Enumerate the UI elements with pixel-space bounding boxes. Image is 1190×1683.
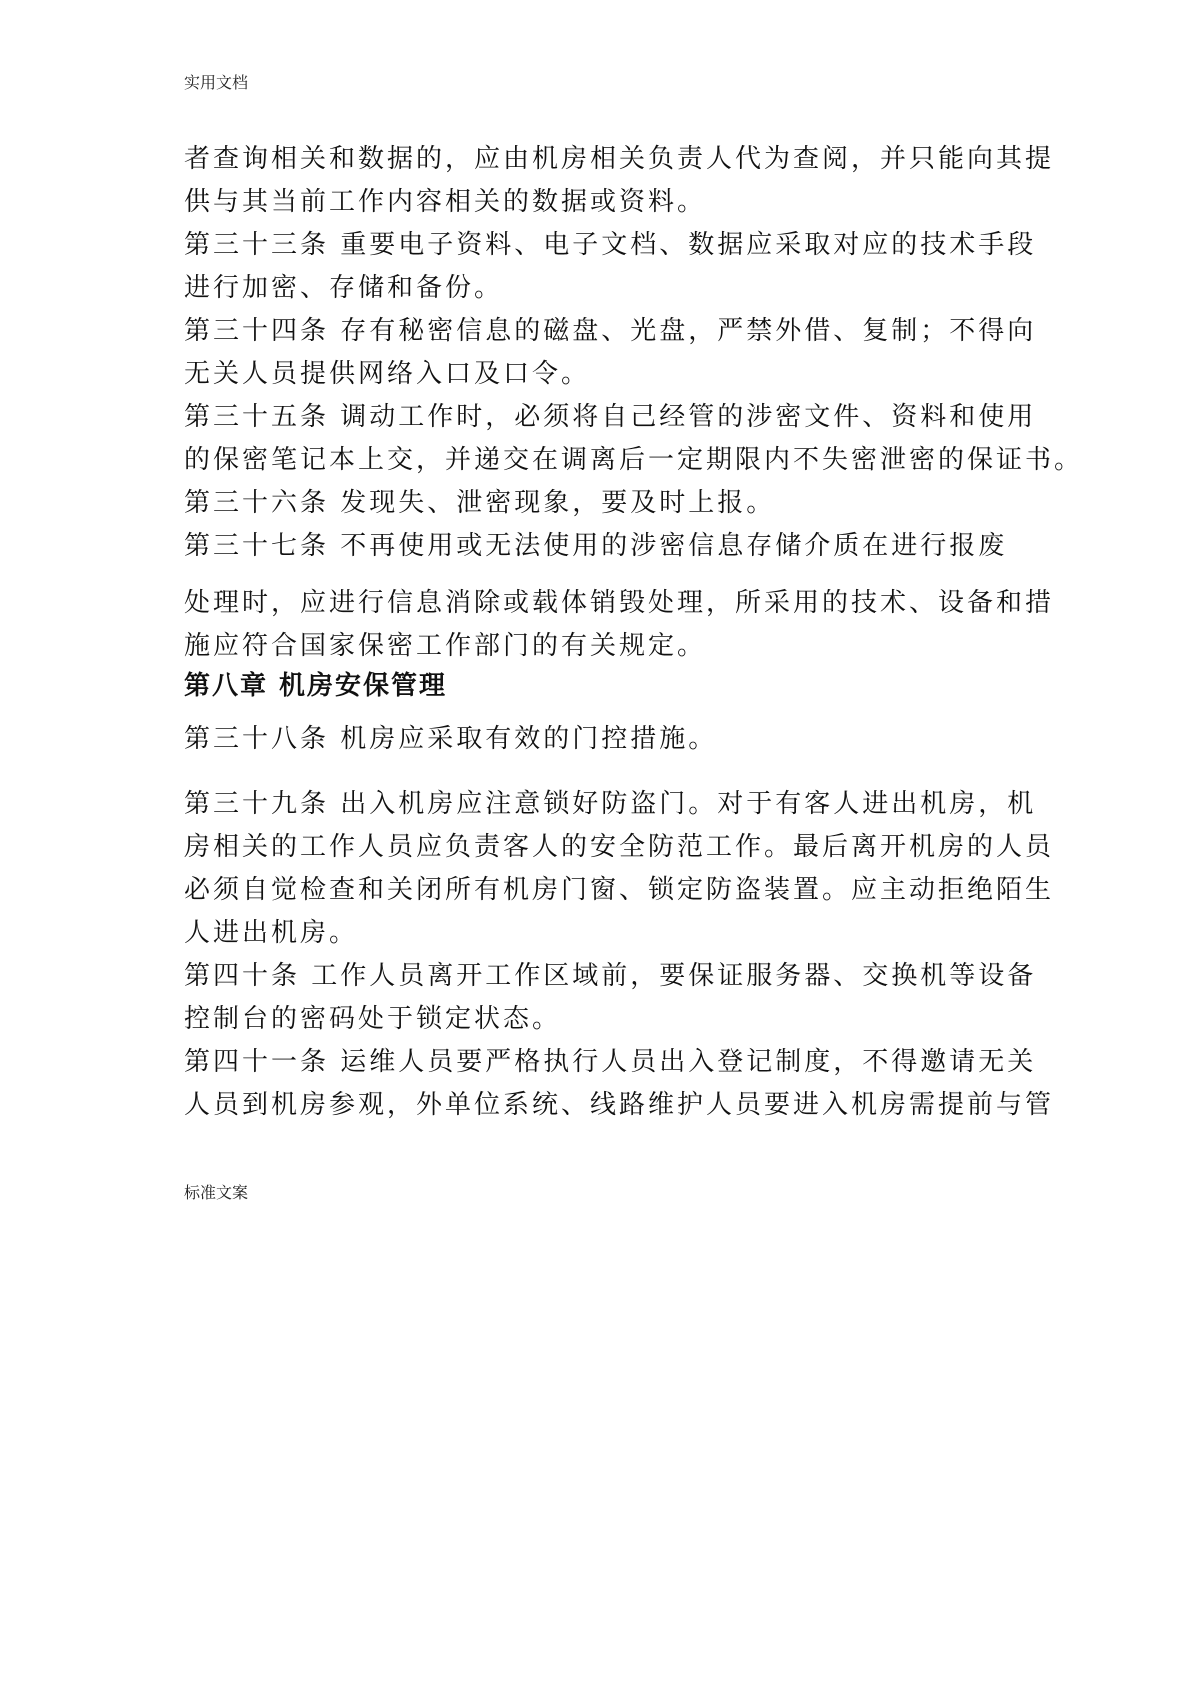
article-39: [184, 783, 1055, 955]
text-line: 者查询相关和数据的，应由机房相关负责人代为查阅，并只能向其提: [184, 144, 1055, 174]
text-line: 进行加密、存储和备份。: [184, 273, 504, 303]
article-37-continued: [184, 582, 1055, 668]
text-line: 第三十五条 调动工作时，必须将自己经管的涉密文件、资料和使用: [184, 402, 1037, 432]
text-line: 第三十六条 发现失、泄密现象，要及时上报。: [184, 488, 776, 518]
text-line: 人员到机房参观，外单位系统、线路维护人员要进入机房需提前与管: [184, 1090, 1055, 1120]
article-40: [184, 955, 1037, 1041]
document-body: [184, 138, 1084, 1127]
text-line: 第三十三条 重要电子资料、电子文档、数据应采取对应的技术手段: [184, 230, 1037, 260]
article-36: [184, 482, 1024, 525]
text-line: 第三十九条 出入机房应注意锁好防盗门。对于有客人进出机房，机: [184, 789, 1037, 819]
article-34: [184, 310, 1037, 396]
text-line: 的保密笔记本上交，并递交在调离后一定期限内不失密泄密的保证书。: [184, 445, 1084, 475]
text-line: 施应符合国家保密工作部门的有关规定。: [184, 631, 707, 661]
article-41: [184, 1041, 1055, 1127]
article-38: [184, 718, 1024, 761]
text-line: 第四十一条 运维人员要严格执行人员出入登记制度，不得邀请无关: [184, 1047, 1037, 1077]
text-line: 控制台的密码处于锁定状态。: [184, 1004, 562, 1034]
text-line: 第三十七条 不再使用或无法使用的涉密信息存储介质在进行报废: [184, 531, 1008, 561]
text-line: 第四十条 工作人员离开工作区域前，要保证服务器、交换机等设备: [184, 961, 1037, 991]
text-line: 供与其当前工作内容相关的数据或资料。: [184, 187, 707, 217]
chapter-heading: 第八章 机房安保管理: [184, 671, 448, 701]
article-33: [184, 224, 1037, 310]
text-line: 人进出机房。: [184, 918, 359, 948]
article-37: [184, 525, 1024, 568]
text-line: 处理时，应进行信息消除或载体销毁处理，所采用的技术、设备和措: [184, 588, 1055, 618]
page-footer-label: 标准文案: [184, 1183, 249, 1202]
page-header-label: 实用文档: [184, 73, 249, 92]
article-35: [184, 396, 1084, 482]
text-line: 第三十八条 机房应采取有效的门控措施。: [184, 724, 718, 754]
paragraph-continued: [184, 138, 1055, 224]
text-line: 必须自觉检查和关闭所有机房门窗、锁定防盗装置。应主动拒绝陌生: [184, 875, 1055, 905]
text-line: 第三十四条 存有秘密信息的磁盘、光盘，严禁外借、复制；不得向: [184, 316, 1037, 346]
text-line: 无关人员提供网络入口及口令。: [184, 359, 591, 389]
text-line: 房相关的工作人员应负责客人的安全防范工作。最后离开机房的人员: [184, 832, 1055, 862]
